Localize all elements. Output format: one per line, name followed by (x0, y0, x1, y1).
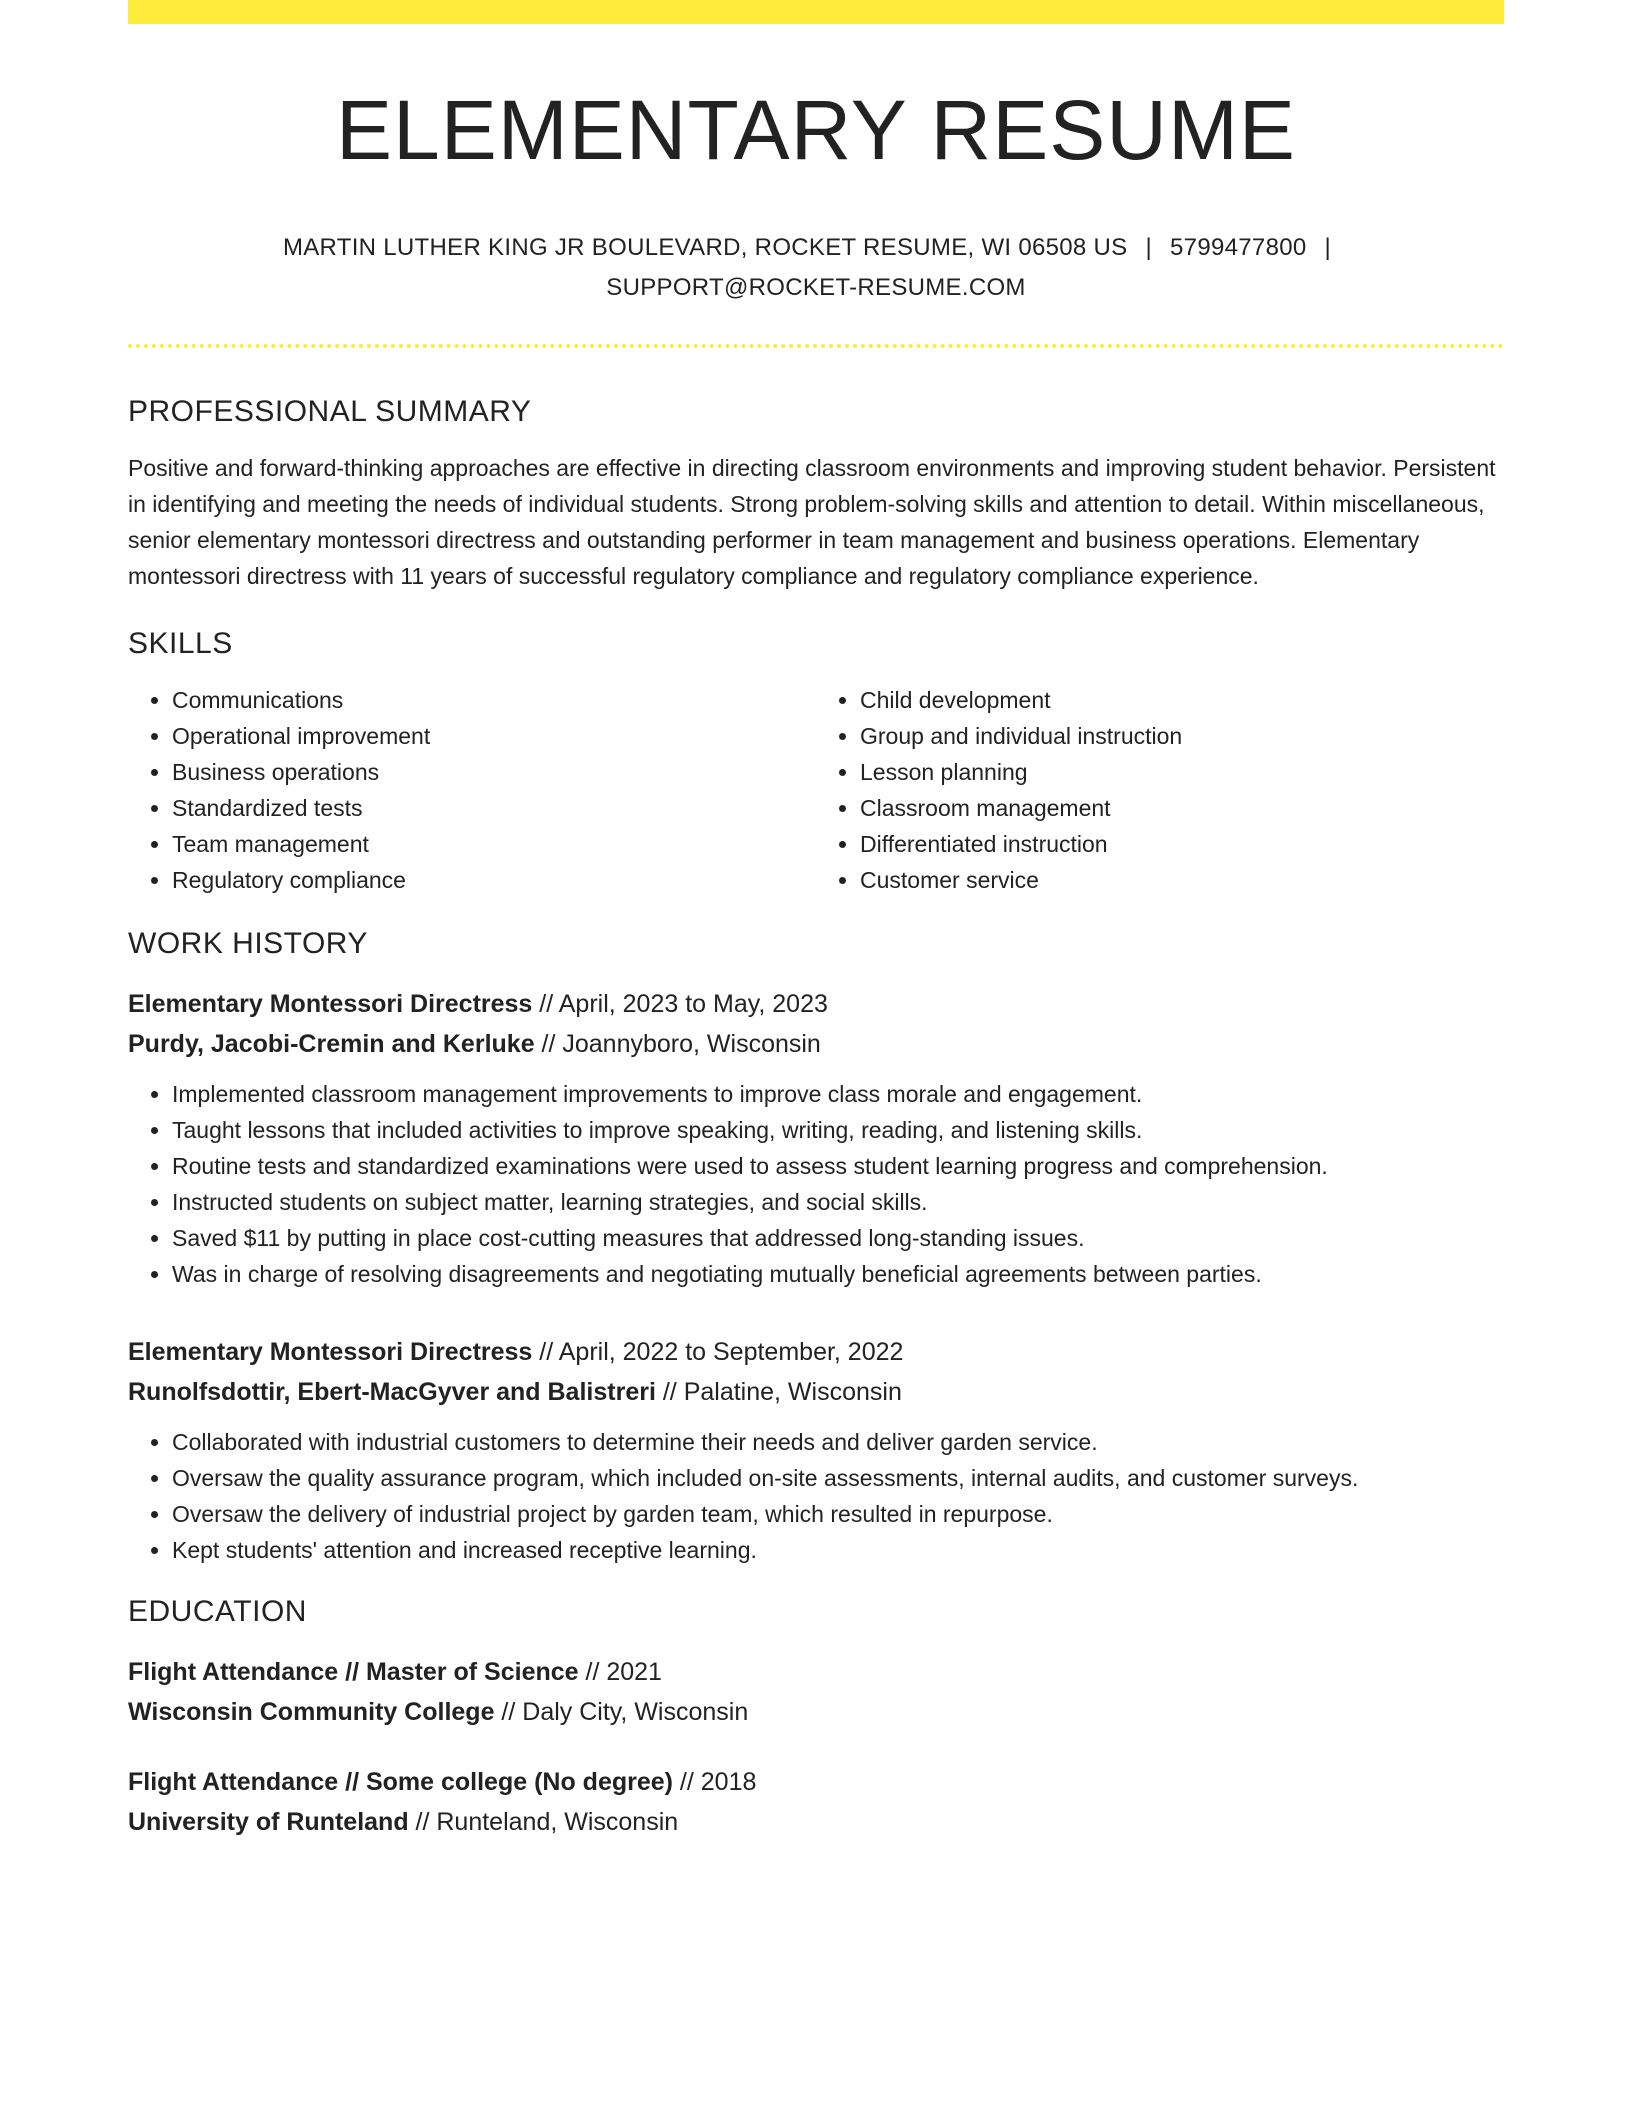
section-title-summary: PROFESSIONAL SUMMARY (128, 395, 532, 428)
job-bullet: • Was in charge of resolving disagreements and negotiating mutually beneficial agreements between parties. (172, 1256, 1504, 1292)
job-company-line (128, 1024, 1504, 1064)
dotted-divider (128, 344, 1504, 348)
skill-item: • Business operations (172, 754, 816, 790)
education-school-line (128, 1802, 1504, 1842)
job-role: Elementary Montessori Directress (128, 990, 533, 1018)
job-bullet: • Routine tests and standardized examinations were used to assess student learning progress and comprehension. (172, 1148, 1504, 1184)
job-bullet: • Saved $11 by putting in place cost-cutting measures that addressed long-standing issues. (172, 1220, 1504, 1256)
contact-phone: 5799477800 (1170, 234, 1307, 261)
summary-text: Positive and forward-thinking approaches are effective in directing classroom environments and improving student behavior. Persistent in identifying and meeting the needs of individual students. Strong problem-solving skills and attention to detail. Within miscellaneous, senior elementary montessori directress and outstanding performer in team management and business operations. Elementary montessori directress with 11 years of successful regulatory compliance and regulatory compliance experience. (128, 455, 1496, 589)
job-bullets (128, 1076, 1504, 1292)
education-year: // 2021 (578, 1658, 662, 1686)
job-company-line (128, 1372, 1504, 1412)
job-role-line (128, 1332, 1504, 1372)
skills-column-right (816, 682, 1504, 898)
job-location: // Joannyboro, Wisconsin (534, 1030, 821, 1058)
education-degree-line (128, 1762, 1504, 1802)
job-bullet: • Collaborated with industrial customers to determine their needs and deliver garden service. (172, 1424, 1504, 1460)
contact-email: SUPPORT@ROCKET-RESUME.COM (606, 274, 1026, 301)
section-title-skills: SKILLS (128, 627, 233, 660)
education-school: Wisconsin Community College (128, 1698, 495, 1726)
contact-separator: | (1145, 234, 1153, 261)
accent-top-bar (128, 0, 1504, 24)
education-entry (128, 1762, 1504, 1842)
skill-item: • Differentiated instruction (860, 826, 1504, 862)
education-school-line (128, 1692, 1504, 1732)
skill-item: • Regulatory compliance (172, 862, 816, 898)
education-school: University of Runteland (128, 1808, 409, 1836)
job-company: Purdy, Jacobi-Cremin and Kerluke (128, 1030, 535, 1058)
skill-item: • Child development (860, 682, 1504, 718)
skill-item: • Operational improvement (172, 718, 816, 754)
skill-item: • Classroom management (860, 790, 1504, 826)
skill-item: • Standardized tests (172, 790, 816, 826)
skill-item: • Team management (172, 826, 816, 862)
resume-page (128, 0, 1504, 1842)
job-bullet: • Instructed students on subject matter, learning strategies, and social skills. (172, 1184, 1504, 1220)
section-title-education: EDUCATION (128, 1595, 307, 1628)
job-dates: // April, 2022 to September, 2022 (532, 1338, 904, 1366)
education-location: // Runteland, Wisconsin (408, 1808, 679, 1836)
job-bullet: • Taught lessons that included activities to improve speaking, writing, reading, and listening skills. (172, 1112, 1504, 1148)
contact-address: MARTIN LUTHER KING JR BOULEVARD, ROCKET RESUME, WI 06508 US (282, 234, 1128, 261)
education-degree: Flight Attendance // Master of Science (128, 1658, 579, 1686)
education-location: // Daly City, Wisconsin (494, 1698, 749, 1726)
job-entry (128, 984, 1504, 1292)
education-entry (128, 1652, 1504, 1732)
skill-item: • Customer service (860, 862, 1504, 898)
skill-item: • Lesson planning (860, 754, 1504, 790)
contact-separator: | (1324, 234, 1332, 261)
job-bullet: • Oversaw the quality assurance program, which included on-site assessments, internal audits, and customer surveys. (172, 1460, 1504, 1496)
job-bullet: • Oversaw the delivery of industrial project by garden team, which resulted in repurpose. (172, 1496, 1504, 1532)
education-year: // 2018 (672, 1768, 757, 1796)
skill-item: • Group and individual instruction (860, 718, 1504, 754)
job-bullet: • Implemented classroom management improvements to improve class morale and engagement. (172, 1076, 1504, 1112)
job-role-line (128, 984, 1504, 1024)
job-bullet: • Kept students' attention and increased receptive learning. (172, 1532, 1504, 1568)
contact-info (128, 228, 1504, 308)
section-title-work-history: WORK HISTORY (128, 927, 368, 960)
job-role: Elementary Montessori Directress (128, 1338, 533, 1366)
skill-item: • Communications (172, 682, 816, 718)
job-company: Runolfsdottir, Ebert-MacGyver and Balistreri (128, 1378, 656, 1406)
job-location: // Palatine, Wisconsin (655, 1378, 902, 1406)
skills-grid (128, 682, 1504, 898)
skills-column-left (128, 682, 816, 898)
job-bullets (128, 1424, 1504, 1568)
job-entry (128, 1332, 1504, 1568)
resume-name: ELEMENTARY RESUME (336, 83, 1296, 177)
education-degree: Flight Attendance // Some college (No degree) (128, 1768, 673, 1796)
job-dates: // April, 2023 to May, 2023 (532, 990, 828, 1018)
education-degree-line (128, 1652, 1504, 1692)
